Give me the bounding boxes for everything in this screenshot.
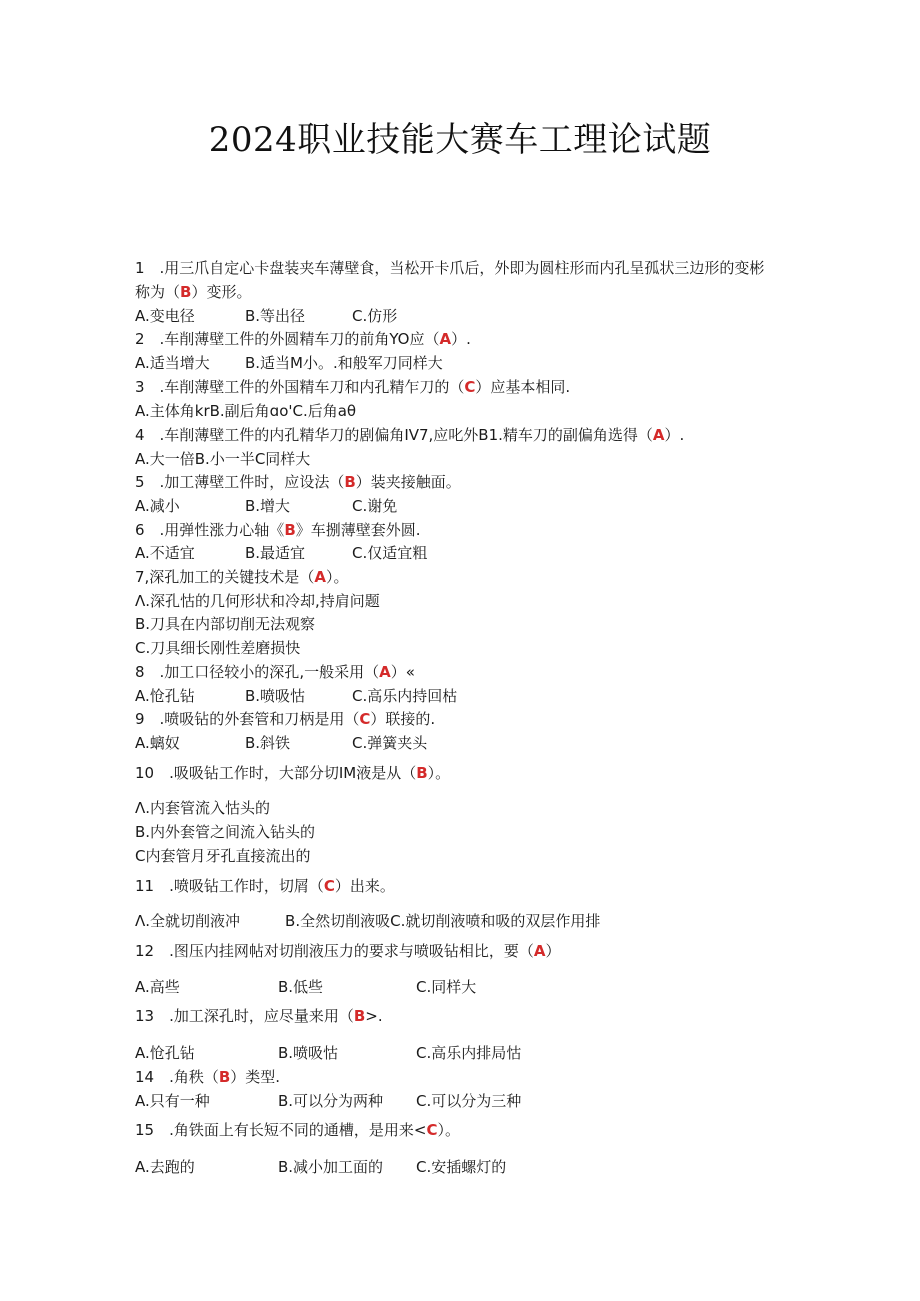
question-text-end: ）出来。 <box>334 877 395 895</box>
answer-letter: A <box>533 942 546 960</box>
answer-option: A.高些 <box>135 978 180 996</box>
question-line <box>135 449 310 469</box>
question-text: 9 .喷吸钻的外套管和刀柄是用（ <box>135 710 360 728</box>
answer-option: A.变电径 <box>135 307 195 325</box>
answer-option: C.弹簧夹头 <box>352 734 428 752</box>
answer-option: A.适当增大 <box>135 354 210 372</box>
answer-option: B.最适宜 <box>245 544 306 562</box>
question-text: A.大一倍B.小一半C同样大 <box>135 450 311 468</box>
question-line <box>135 401 356 421</box>
question-line <box>135 911 600 931</box>
question-text: 13 .加工深孔时，应尽量来用（ <box>135 1007 354 1025</box>
question-line <box>135 822 315 842</box>
question-text: 15 .角铁面上有长短不同的通槽，是用来< <box>135 1121 427 1139</box>
answer-option: B.喷吸怙 <box>245 687 306 705</box>
question-line <box>135 425 684 445</box>
question-text-end: 》车捌薄壁套外圆. <box>295 521 421 539</box>
question-text: B.内外套管之间流入钻头的 <box>135 823 316 841</box>
answer-option: B.适当M小。.和般军刀同样大 <box>245 354 443 372</box>
question-text: 6 .用弹性涨力心轴《 <box>135 521 285 539</box>
question-text-end: ）« <box>390 663 415 681</box>
answer-option: C.高乐内排局怙 <box>416 1044 522 1062</box>
answer-letter: B <box>416 764 428 782</box>
answer-letter: A <box>439 330 452 348</box>
answer-letter: B <box>180 283 192 301</box>
question-text: Λ.深孔怙的几何形状和冷却,持肩问题 <box>135 592 380 610</box>
answer-option: B.减小加工面的 <box>278 1158 384 1176</box>
answer-option: A.只有一种 <box>135 1092 210 1110</box>
answer-letter: C <box>359 710 371 728</box>
question-line <box>135 377 570 397</box>
question-text-end: ）。 <box>325 568 349 586</box>
question-text-end: >. <box>365 1007 383 1025</box>
question-line <box>135 591 380 611</box>
question-text: 14 .角秩（ <box>135 1068 219 1086</box>
answer-option: B.斜铁 <box>245 734 291 752</box>
answer-option: B.低些 <box>278 978 324 996</box>
question-line <box>135 282 251 302</box>
question-line <box>135 941 560 961</box>
answer-option: C.安插螺灯的 <box>416 1158 507 1176</box>
question-line <box>135 1006 383 1026</box>
answer-option: B.可以分为两种 <box>278 1092 384 1110</box>
question-text: 10 .吸吸钻工作时，大部分切IM液是从（ <box>135 764 417 782</box>
question-text: C内套管月牙孔直接流出的 <box>135 847 311 865</box>
answer-letter: C <box>323 877 335 895</box>
question-line <box>135 1120 460 1140</box>
answer-option: C.同样大 <box>416 978 477 996</box>
page-title: 2024职业技能大赛车工理论试题 <box>208 120 712 160</box>
question-text: 11 .喷吸钻工作时，切屑（ <box>135 877 324 895</box>
question-text-end: ）。 <box>437 1121 460 1139</box>
question-text-end: ）变形。 <box>191 283 252 301</box>
question-line <box>135 709 435 729</box>
question-text: B.刀具在内部切削无法观察 <box>135 615 316 633</box>
answer-letter: A <box>652 426 665 444</box>
question-text-end: ）应基本相同. <box>475 378 571 396</box>
question-text: 称为（ <box>135 283 181 301</box>
answer-option: C.仿形 <box>352 307 398 325</box>
answer-option: A.怆孔钻 <box>135 687 195 705</box>
answer-letter: A <box>314 568 326 586</box>
question-line <box>135 1067 280 1087</box>
question-line <box>135 763 450 783</box>
answer-letter: C <box>426 1121 438 1139</box>
question-line <box>135 520 421 540</box>
answer-letter: B <box>218 1068 231 1086</box>
answer-option: A.减小 <box>135 497 180 515</box>
answer-letter: B <box>344 473 356 491</box>
question-line <box>135 258 764 278</box>
answer-option: A.怆孔钻 <box>135 1044 195 1062</box>
question-text: A.主体角krB.副后角ɑo'C.后角aθ <box>135 402 357 420</box>
question-text-end: ）类型. <box>230 1068 281 1086</box>
question-line <box>135 798 270 818</box>
question-text: 8 .加工口径较小的深孔,一般采用（ <box>135 663 380 681</box>
question-text: 7,深孔加工的关键技术是（ <box>135 568 315 586</box>
answer-option: C.谢免 <box>352 497 398 515</box>
answer-option: B.等出径 <box>245 307 306 325</box>
answer-letter: C <box>464 378 476 396</box>
question-text: 12 .图压内挂网帖对切削液压力的要求与喷吸钻相比，要（ <box>135 942 534 960</box>
question-text: 1 .用三爪自定心卡盘装夹车薄壁食，当松开卡爪后，外即为圆柱形而内孔呈孤状三边形的变彬 <box>135 259 765 277</box>
answer-letter: A <box>379 663 391 681</box>
answer-option: C.高乐内持回枯 <box>352 687 458 705</box>
question-text: Λ.全就切削液冲 B.全然切削液吸C.就切削液喷和吸的双层作用排 <box>135 912 601 930</box>
question-text: 2 .车削薄壁工件的外圆精车刀的前角YO应（ <box>135 330 440 348</box>
question-line <box>135 876 395 896</box>
question-text-end: ）装夹接触面。 <box>355 473 461 491</box>
question-line <box>135 638 300 658</box>
answer-option: C.可以分为三种 <box>416 1092 522 1110</box>
question-text: 3 .车削薄壁工件的外国精车刀和内孔精乍刀的（ <box>135 378 465 396</box>
answer-letter: B <box>284 521 296 539</box>
question-text-end: ）. <box>664 426 685 444</box>
question-text: Λ.内套管流入怙头的 <box>135 799 271 817</box>
question-line <box>135 846 310 866</box>
question-text: 4 .车削薄壁工件的内孔精华刀的剧偏角IV7,应叱外B1.精车刀的副偏角选得（ <box>135 426 653 444</box>
question-text-end: ） <box>545 942 561 960</box>
answer-option: C.仅适宜粗 <box>352 544 428 562</box>
question-text: 5 .加工薄壁工件时，应设法（ <box>135 473 345 491</box>
answer-option: B.喷吸怙 <box>278 1044 339 1062</box>
question-text-end: ）. <box>451 330 471 348</box>
question-line <box>135 567 348 587</box>
answer-option: A.去跑的 <box>135 1158 195 1176</box>
question-text: C.刀具细长刚性差磨损快 <box>135 639 301 657</box>
answer-option: A.螭奴 <box>135 734 180 752</box>
answer-letter: B <box>353 1007 366 1025</box>
question-text-end: ）联接的. <box>370 710 436 728</box>
question-line <box>135 472 461 492</box>
answer-option: A.不适宜 <box>135 544 195 562</box>
question-line <box>135 614 315 634</box>
question-text-end: ）。 <box>427 764 451 782</box>
answer-option: B.增大 <box>245 497 291 515</box>
question-line <box>135 662 415 682</box>
question-line <box>135 329 471 349</box>
